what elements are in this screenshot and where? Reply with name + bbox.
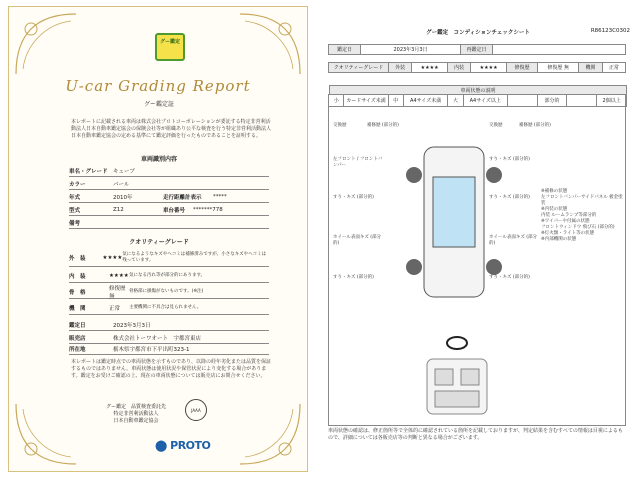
jaaa-seal: JAAA [185, 399, 207, 421]
quality-row-engine: 機 関 正常 主要機関に不具合は見られません。 [69, 301, 269, 315]
quality-row-exterior: 外 装 ★★★★ 気になるようなキズやヘコミは補修済みですが、小さなキズやヘコミは残っています。 [69, 249, 269, 267]
appraisal-date-row: 鑑定日 2023年3月3日 [69, 319, 269, 331]
quality-section-heading: クオリティーグレード [129, 239, 189, 246]
guarantee-text: グー鑑定 品質検査委託先 特定非営利活動法人 日本自動車鑑定協会 [105, 404, 166, 424]
certificate-title: グー鑑定証 [143, 101, 174, 108]
vehicle-row-notes: 備考 [69, 217, 269, 229]
vehicle-section-heading: 車両識別内容 [140, 156, 177, 163]
grading-report-title: U-car Grading Report [65, 77, 251, 95]
sheet-title: グー鑑定 コンディションチェックシート [426, 30, 530, 36]
ornament-top-right [235, 9, 305, 79]
ornament-top-left [11, 9, 81, 79]
vehicle-diagram: 車両状態の説明 小 カードサイズ未満 中 A4サイズ未満 大 A4サイズ以上 部分的 2個以上 交換歴 補修歴 (部分的) 交換歴 補修歴 (部分的) 左フロント / フロントバンパー すり・キズ (部分的) すり・キズ (部分的) すり・キズ (部分的) ホイール表面キズ (部分的) ホイール表面キズ (部分的) すり・キズ (部分的) すり・キズ (部分的) ※補修の状態 左フロントバンパーサイドパネル 板金塗装 ※内装の状態 内装 ルームランプ等部分的 ※ワイパーや付属の状態 フロントウィンドウ 飛び石 (部分的) ※灯火類・ライト等の状態 ※内部機関の状態 [328, 94, 626, 426]
address-row: 所在地 栃木県宇都宮市下平出町323-1 [69, 343, 269, 355]
date-table: 鑑定日 2023年3月3日 再鑑定日 [328, 44, 626, 55]
ornament-bottom-left [11, 399, 81, 469]
quality-row-frame: 骨 格 修復歴無 骨格部に損傷がないものです。(※注) [69, 285, 269, 299]
car-interior-view [407, 331, 507, 421]
bottom-note: 車両状態の確認は、修正箇所等で全体的に確認されている箇所を記載しておりますが、判定結果を含むすべての情報は目視によるもので、詳細については各販売店等の判断と異なる場合がございます。 [328, 428, 623, 441]
vehicle-row-color: カラー パール [69, 178, 269, 190]
grading-certificate [8, 6, 308, 472]
intro-text: 本レポートに記載される車両は株式会社プロトコーポレーションが委託する特定非営利活動法人日本自動車鑑定協会の保険会社等が組織あり公平な検査を行う特定非営利活動法人日本自動車鑑定協会の定める基準にて鑑定評価を行ったものであることを証明する。 [71, 119, 272, 139]
condition-legend: ※補修の状態 左フロントバンパーサイドパネル 板金塗装 ※内装の状態 内装 ルームランプ等部分的 ※ワイパーや付属の状態 フロントウィンドウ 飛び石 (部分的) ※灯火類・ライト等の状態 ※内部機関の状態 [541, 189, 623, 242]
proto-logo: ⬤ PROTO [155, 439, 211, 452]
vehicle-row-year: 年式 2010年 走行距離計表示 ***** [69, 191, 269, 203]
vehicle-row-name: 車名・グレード キューブ [69, 165, 269, 177]
vehicle-row-model: 型式 Z12 車台番号 *******778 [69, 204, 269, 216]
ornament-bottom-right [235, 399, 305, 469]
damage-scale: 小 カードサイズ未満 中 A4サイズ未満 大 A4サイズ以上 部分的 2個以上 [329, 95, 627, 107]
grade-table: クオリティーグレード 外装 ★★★★ 内装 ★★★★ 修復歴 修復歴 無 機関 正常 [328, 62, 626, 73]
report-number: R86123C0302 [590, 28, 630, 34]
goo-kantei-logo: グー鑑定 [155, 33, 185, 61]
dealer-row: 販売店 株式会社トーワオート 宇都宮東店 [69, 332, 269, 344]
quality-row-interior: 内 装 ★★★★ 気になる汚れ等が部分的にあります。 [69, 269, 269, 283]
condition-check-sheet [322, 6, 634, 472]
footer-note: 本レポートは鑑定時点での車両状態を示すものであり、以降の経年劣化または品質を保証するものではありません。車両状態は使用状況や保管状況により変化する場合があります。鑑定をお受けご確認の上、現在の車両状態については販売店にお問合せください。 [71, 359, 272, 379]
diagram-title: 車両状態の説明 [329, 85, 627, 95]
